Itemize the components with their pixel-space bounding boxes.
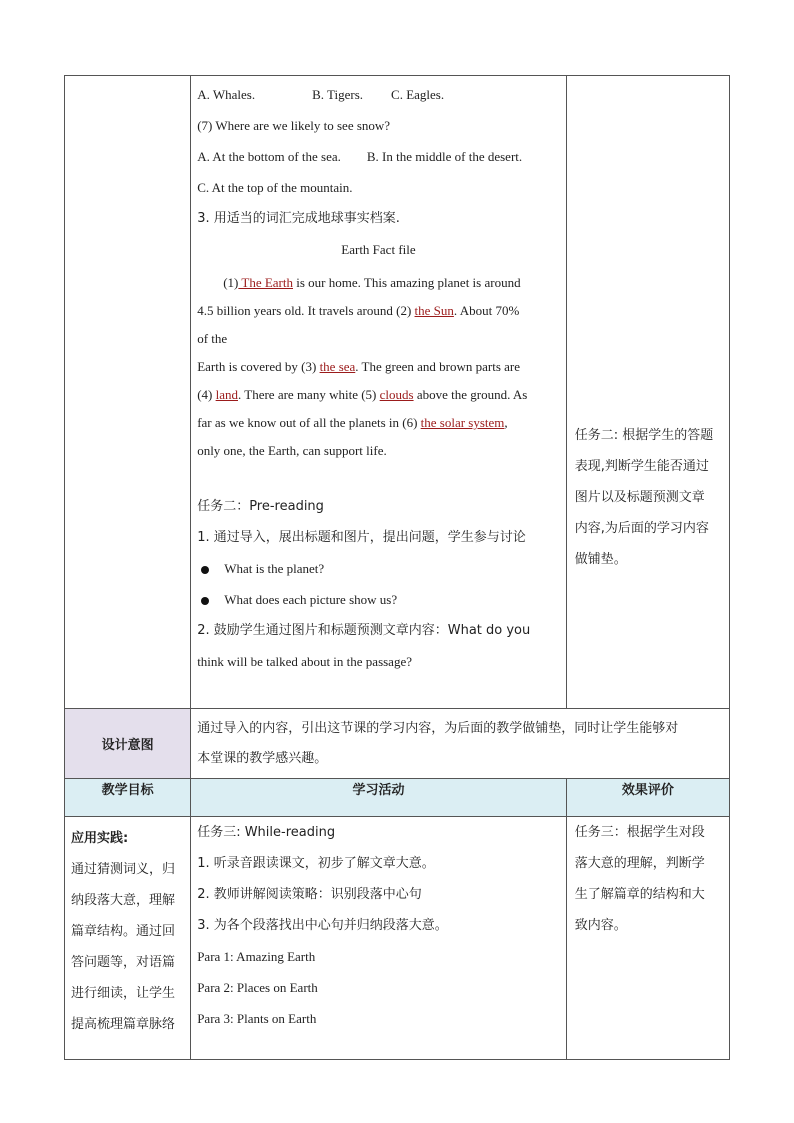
goal-cell: 应用实践: 通过猜测词义，归 纳段落大意，理解 篇章结构。通过回 答问题等，对语篇 进行细读，让学生 提高梳理篇章脉络 bbox=[65, 817, 191, 1060]
task-3-heading: 任务三: While-reading bbox=[197, 825, 336, 840]
design-intent-text: 通过导入的内容，引出这节课的学习内容，为后面的教学做铺垫，同时让学生能够对 本堂课的教学感兴趣。 bbox=[191, 709, 730, 779]
content-row-while-reading bbox=[65, 817, 730, 1060]
evaluation-cell: 任务三：根据学生对段 落大意的理解，判断学 生了解篇章的结构和大 致内容。 bbox=[566, 817, 729, 1060]
q7-option-b: B. In the middle of the desert. bbox=[366, 149, 523, 164]
content-row-pre-reading bbox=[65, 76, 730, 709]
para-1: Para 1: Amazing Earth bbox=[197, 949, 316, 964]
fact-file-paragraph: (1) The Earth is our home. This amazing planet is around 4.5 billion years old. It travels around (2) the Sun. About 70% of the Earth is covered by (3) the sea. The green and brown parts are (4) land. There are many white (5) clouds above the ground. As far as we know out of all the planets in (6) the solar system, only one, the Earth, can support life. bbox=[197, 275, 528, 458]
answer-2: the Sun bbox=[414, 303, 454, 318]
q6-option-b: B. Tigers. bbox=[312, 87, 364, 102]
task-3-item-2: 2. 教师讲解阅读策略：识别段落中心句 bbox=[197, 887, 422, 902]
q7-question: (7) Where are we likely to see snow? bbox=[197, 118, 391, 133]
task-2-heading: 任务二：Pre-reading bbox=[197, 499, 324, 514]
design-intent-row bbox=[65, 709, 730, 779]
q7-option-a: A. At the bottom of the sea. bbox=[197, 149, 341, 164]
q7-option-c: C. At the top of the mountain. bbox=[197, 180, 353, 195]
goal-title: 应用实践: bbox=[71, 831, 129, 846]
activity-cell bbox=[191, 76, 567, 709]
section-header-row bbox=[65, 779, 730, 817]
task-2-item-2-cont: think will be talked about in the passage? bbox=[197, 654, 412, 669]
activity-cell bbox=[191, 817, 567, 1060]
answer-3: the sea bbox=[319, 359, 356, 374]
evaluation-cell: 任务二: 根据学生的答题 表现,判断学生能否通过 图片以及标题预测文章 内容,为后面的学习内容 做铺垫。 bbox=[566, 76, 729, 709]
fact-file-title: Earth Fact file bbox=[341, 242, 416, 257]
lesson-plan-table bbox=[64, 75, 730, 1060]
q6-options bbox=[197, 79, 560, 110]
task-2-item-1: 1. 通过导入，展出标题和图片，提出问题，学生参与讨论 bbox=[197, 530, 526, 545]
bullet-icon bbox=[201, 566, 209, 574]
answer-6: the solar system bbox=[420, 415, 505, 430]
header-evaluation: 效果评价 bbox=[566, 779, 729, 817]
task-2-item-2: 2. 鼓励学生通过图片和标题预测文章内容：What do you bbox=[197, 623, 531, 638]
design-intent-label: 设计意图 bbox=[65, 709, 191, 779]
bullet-item: What is the planet? bbox=[197, 553, 560, 584]
goal-cell-empty bbox=[65, 76, 191, 709]
header-teaching-goal: 教学目标 bbox=[65, 779, 191, 817]
task-3-heading: 3. 用适当的词汇完成地球事实档案. bbox=[197, 211, 400, 226]
q6-option-c: C. Eagles. bbox=[391, 87, 445, 102]
para-3: Para 3: Plants on Earth bbox=[197, 1011, 317, 1026]
header-learning-activity: 学习活动 bbox=[191, 779, 567, 817]
para-2: Para 2: Places on Earth bbox=[197, 980, 318, 995]
q6-option-a: A. Whales. bbox=[197, 87, 256, 102]
answer-4: land bbox=[215, 387, 238, 402]
bullet-icon bbox=[201, 597, 209, 605]
q7-options-ab bbox=[197, 141, 560, 172]
task-3-item-1: 1. 听录音跟读课文，初步了解文章大意。 bbox=[197, 856, 435, 871]
task-3-item-3: 3. 为各个段落找出中心句并归纳段落大意。 bbox=[197, 918, 448, 933]
answer-1: The Earth bbox=[238, 275, 293, 290]
answer-5: clouds bbox=[379, 387, 414, 402]
bullet-item: What does each picture show us? bbox=[197, 584, 560, 615]
